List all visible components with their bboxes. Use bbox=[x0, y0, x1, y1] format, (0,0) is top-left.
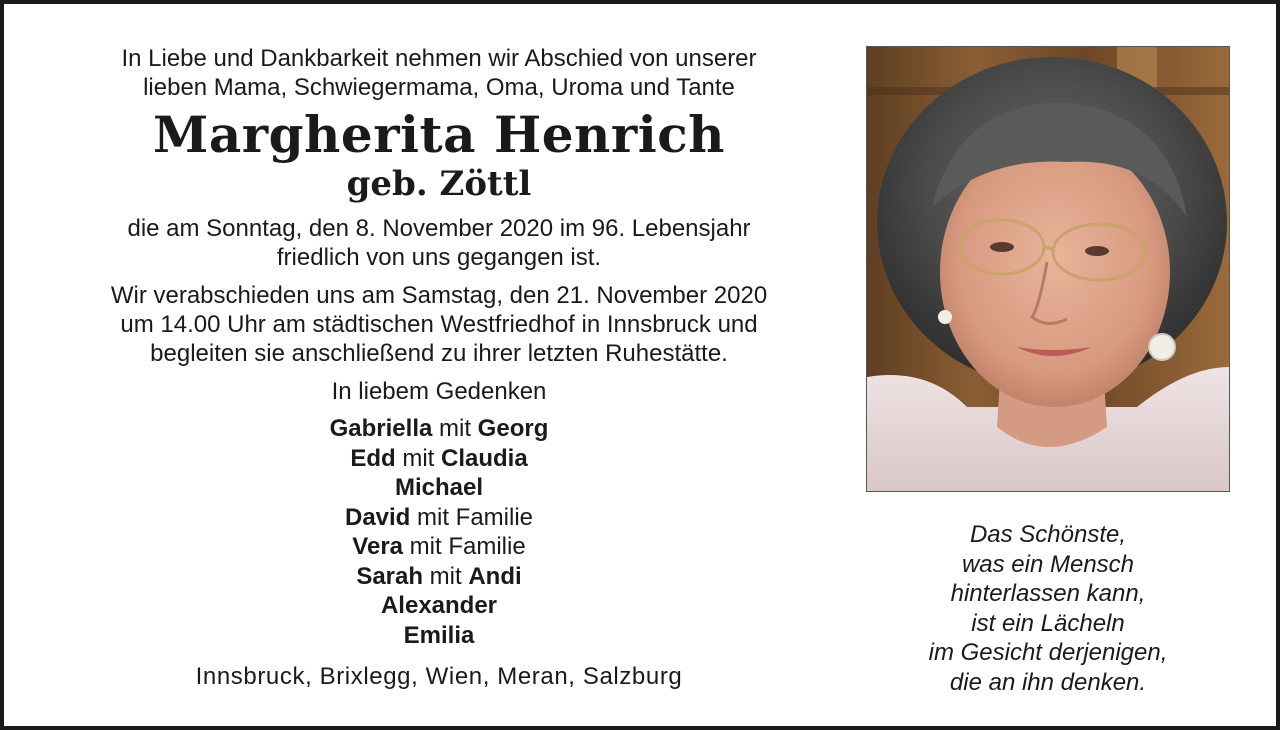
mourner-partner: Georg bbox=[477, 415, 549, 442]
mourner-name: Gabriella bbox=[329, 415, 433, 442]
mourner-name: Alexander bbox=[380, 592, 498, 619]
mourner-name: Sarah bbox=[356, 562, 424, 590]
death-notice-line: friedlich von uns gegangen ist. bbox=[276, 244, 602, 271]
mourner-entry bbox=[44, 591, 834, 621]
quote-line: Das Schönste, bbox=[969, 521, 1127, 548]
mourner-entry bbox=[44, 621, 834, 651]
death-notice-line: die am Sonntag, den 8. November 2020 im 96. Lebensjahr bbox=[127, 215, 751, 242]
intro-text bbox=[44, 44, 834, 102]
mourner-connector: mit bbox=[432, 415, 478, 442]
mourner-connector: mit Familie bbox=[410, 503, 534, 531]
portrait-photo bbox=[866, 46, 1230, 492]
intro-line: In Liebe und Dankbarkeit nehmen wir Abschied von unserer bbox=[121, 45, 757, 72]
mourner-name: Emilia bbox=[403, 621, 475, 649]
mourner-entry bbox=[44, 562, 834, 592]
mourner-name: David bbox=[344, 503, 411, 531]
intro-line: lieben Mama, Schwiegermama, Oma, Uroma und Tante bbox=[143, 74, 735, 101]
quote-line: hinterlassen kann, bbox=[950, 580, 1146, 607]
obituary-text-column bbox=[44, 44, 834, 691]
funeral-notice-line: begleiten sie anschließend zu ihrer letzten Ruhestätte. bbox=[150, 340, 728, 367]
mourner-entry bbox=[44, 444, 834, 474]
maiden-name: geb. Zöttl bbox=[346, 164, 532, 204]
mourners-list bbox=[44, 414, 834, 650]
mourner-name: Vera bbox=[352, 533, 404, 560]
places-line: Innsbruck, Brixlegg, Wien, Meran, Salzburg bbox=[195, 663, 683, 690]
mourner-name: Michael bbox=[394, 474, 484, 501]
mourner-entry bbox=[44, 503, 834, 533]
mourner-connector: mit bbox=[395, 444, 441, 472]
mourner-name: Edd bbox=[350, 444, 396, 472]
mourner-entry bbox=[44, 532, 834, 562]
quote-line: ist ein Lächeln bbox=[971, 609, 1125, 637]
memory-line: In liebem Gedenken bbox=[331, 378, 547, 405]
quote-line: was ein Mensch bbox=[961, 550, 1135, 578]
deceased-name: Margherita Henrich bbox=[153, 105, 725, 164]
mourner-partner: Claudia bbox=[440, 444, 528, 472]
quote-line: die an ihn denken. bbox=[949, 668, 1147, 696]
death-notice bbox=[44, 214, 834, 272]
funeral-notice-line: um 14.00 Uhr am städtischen Westfriedhof in Innsbruck und bbox=[120, 311, 758, 338]
quote-line: im Gesicht derjenigen, bbox=[928, 639, 1168, 666]
mourner-connector: mit Familie bbox=[403, 533, 526, 560]
mourner-entry bbox=[44, 414, 834, 444]
funeral-notice-line: Wir verabschieden uns am Samstag, den 21. November 2020 bbox=[110, 282, 768, 309]
memorial-quote bbox=[866, 520, 1230, 697]
funeral-notice bbox=[44, 281, 834, 368]
mourner-entry bbox=[44, 473, 834, 503]
mourner-connector: mit bbox=[423, 562, 469, 590]
mourner-partner: Andi bbox=[468, 562, 522, 590]
